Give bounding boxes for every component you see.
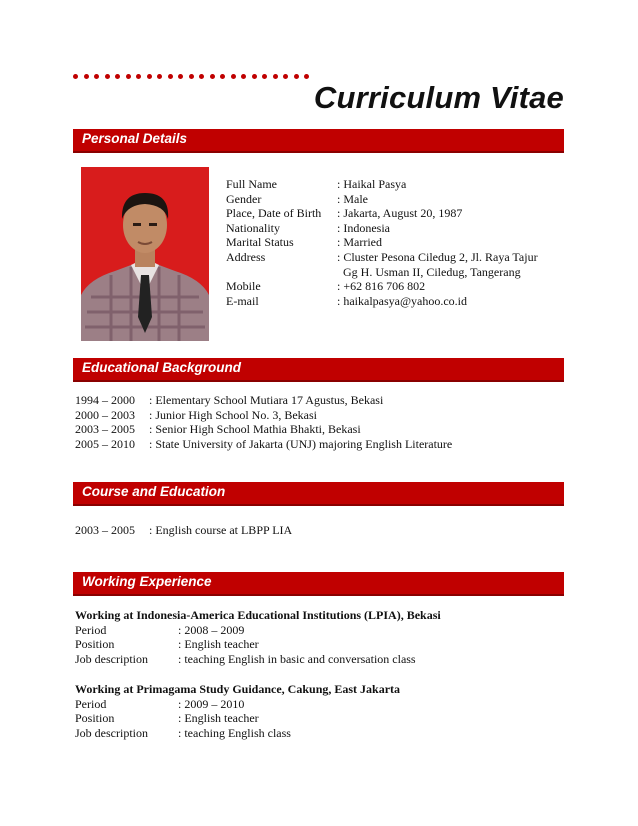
years: 2003 – 2005 [75, 422, 135, 437]
detail-label [226, 265, 337, 280]
detail-label: Mobile [226, 279, 261, 294]
years: 2000 – 2003 [75, 407, 135, 422]
years: 2005 – 2010 [75, 436, 135, 451]
email-value: : haikalpasya@yahoo.co.id [337, 293, 468, 308]
work-row [75, 726, 400, 741]
detail-label: Place, Date of Birth [226, 206, 322, 221]
description: : Senior High School Mathia Bhakti, Bekasi [149, 422, 361, 437]
work-value: : teaching English class [178, 725, 291, 740]
work-row [75, 623, 441, 638]
detail-value: : Haikal Pasya [337, 177, 407, 191]
list-item [75, 437, 452, 452]
list-item [75, 523, 292, 538]
work-row [75, 637, 441, 652]
work-label: Job description [75, 725, 148, 740]
detail-row [226, 294, 557, 309]
detail-row [226, 192, 557, 207]
course-list [75, 523, 292, 538]
list-item [75, 408, 452, 423]
detail-label: Full Name [226, 177, 277, 191]
work-value: : teaching English in basic and conversation class [178, 651, 416, 666]
work-label: Period [75, 622, 107, 637]
detail-label: Address [226, 249, 266, 264]
detail-value: : Jakarta, August 20, 1987 [337, 206, 463, 221]
years: 1994 – 2000 [75, 393, 135, 407]
list-item [75, 422, 452, 437]
work-entry [75, 682, 400, 740]
description: : Elementary School Mutiara 17 Agustus, Bekasi [149, 393, 384, 407]
work-label: Period [75, 696, 107, 711]
section-bar-course [73, 482, 564, 506]
decorative-dots [73, 74, 309, 80]
work-value: : 2009 – 2010 [178, 696, 245, 711]
work-heading: Working at Indonesia-America Educational Institutions (LPIA), Bekasi [75, 608, 441, 622]
work-row [75, 697, 400, 712]
detail-row [226, 279, 557, 294]
detail-value: : Indonesia [337, 220, 390, 235]
list-item [75, 393, 452, 408]
section-title-personal: Personal Details [82, 131, 188, 146]
detail-row [226, 221, 557, 236]
detail-value: : Male [337, 191, 368, 206]
description: : Junior High School No. 3, Bekasi [149, 407, 317, 422]
person-portrait-icon [81, 167, 209, 341]
detail-row [226, 177, 557, 192]
detail-label: Marital Status [226, 235, 294, 250]
detail-row [226, 235, 557, 250]
detail-label: Gender [226, 191, 262, 206]
detail-row [226, 250, 557, 265]
section-title-work: Working Experience [82, 574, 212, 589]
description: : English course at LBPP LIA [149, 523, 293, 537]
section-bar-personal [73, 129, 564, 153]
work-entry [75, 608, 441, 666]
work-row [75, 711, 400, 726]
personal-details-list [226, 177, 557, 308]
work-heading: Working at Primagama Study Guidance, Cakung, East Jakarta [75, 682, 401, 696]
section-bar-education [73, 358, 564, 382]
detail-row [226, 265, 557, 280]
work-row [75, 652, 441, 667]
education-list [75, 393, 452, 451]
page-title: Curriculum Vitae [313, 80, 564, 115]
section-title-course: Course and Education [82, 484, 226, 499]
work-label: Position [75, 637, 115, 652]
work-value: : English teacher [178, 711, 259, 726]
detail-label: Nationality [226, 220, 280, 235]
detail-value: : Married [337, 235, 382, 250]
detail-value: Gg H. Usman II, Ciledug, Tangerang [337, 264, 521, 279]
section-title-education: Educational Background [82, 360, 242, 375]
years: 2003 – 2005 [75, 523, 135, 537]
detail-row [226, 206, 557, 221]
detail-value: : +62 816 706 802 [337, 279, 426, 294]
section-bar-work [73, 572, 564, 596]
profile-photo [81, 167, 209, 341]
detail-label: E-mail [226, 293, 259, 308]
work-value: : English teacher [178, 637, 259, 652]
work-label: Position [75, 711, 115, 726]
detail-value: : Cluster Pesona Ciledug 2, Jl. Raya Tajur [337, 249, 538, 264]
work-value: : 2008 – 2009 [178, 622, 245, 637]
description: : State University of Jakarta (UNJ) majoring English Literature [149, 436, 453, 451]
work-label: Job description [75, 651, 148, 666]
